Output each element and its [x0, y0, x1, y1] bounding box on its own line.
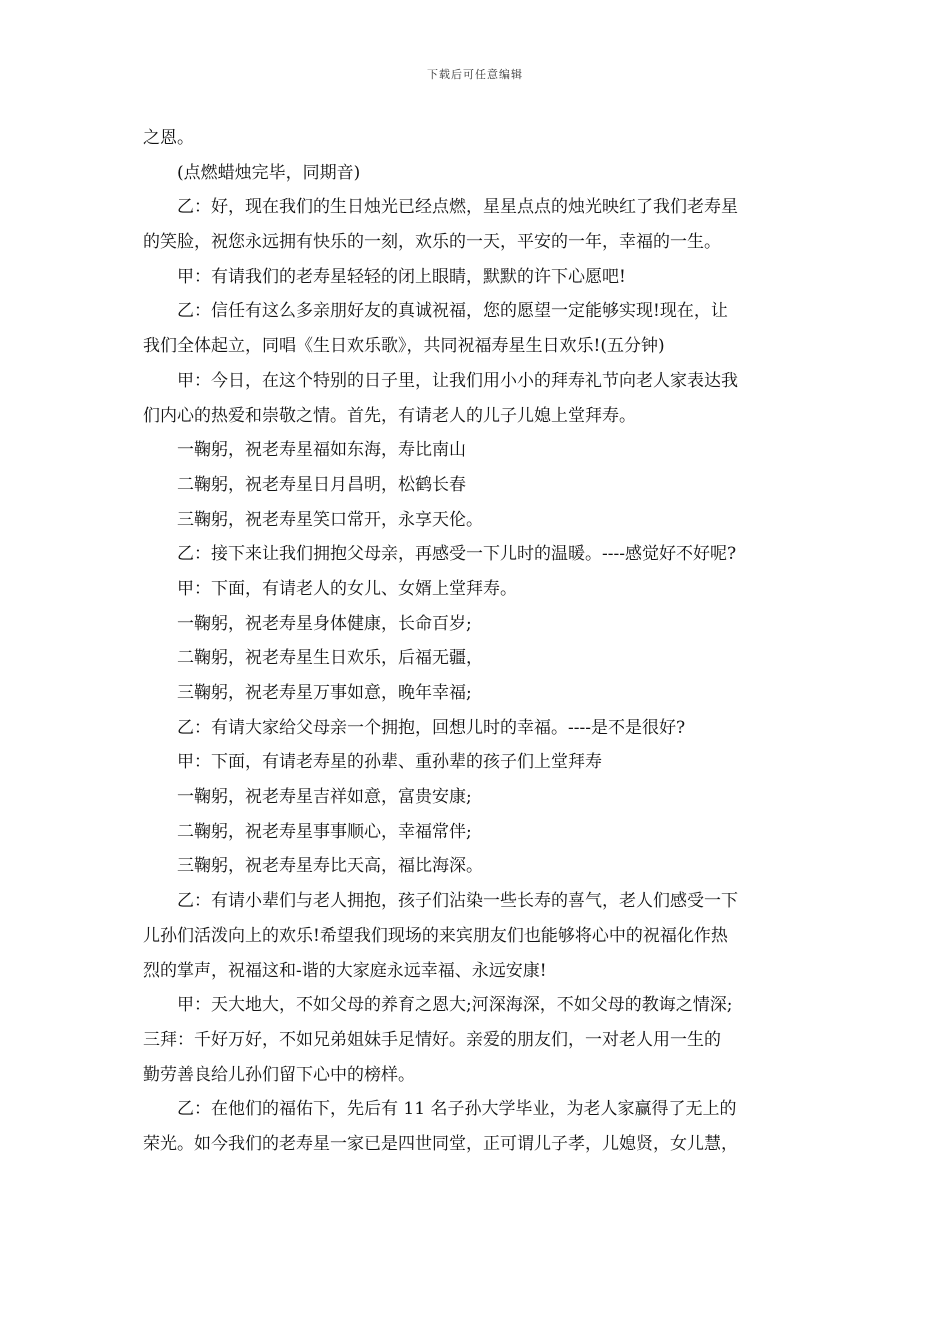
text-line: 三拜：千好万好，不如兄弟姐妹手足情好。亲爱的朋友们，一对老人用一生的 — [143, 1029, 721, 1050]
page-header: 下载后可任意编辑 — [427, 68, 523, 81]
text-line: 甲：今日，在这个特别的日子里，让我们用小小的拜寿礼节向老人家表达我 — [177, 370, 738, 391]
text-line: 乙：有请小辈们与老人拥抱，孩子们沾染一些长寿的喜气，老人们感受一下 — [177, 891, 738, 912]
text-line: 勤劳善良给儿孙们留下心中的榜样。 — [143, 1064, 415, 1085]
text-line: 们内心的热爱和崇敬之情。首先，有请老人的儿子儿媳上堂拜寿。 — [143, 405, 636, 426]
text-line: 甲：有请我们的老寿星轻轻的闭上眼睛，默默的许下心愿吧! — [177, 266, 626, 287]
text-line: 我们全体起立，同唱《生日欢乐歌》，共同祝福寿星生日欢乐!(五分钟) — [143, 336, 665, 357]
text-line: 二鞠躬，祝老寿星日月昌明，松鹤长春 — [177, 474, 466, 495]
text-line: 之恩。 — [143, 128, 194, 148]
text-line: 儿孙们活泼向上的欢乐!希望我们现场的来宾朋友们也能够将心中的祝福化作热 — [143, 925, 728, 946]
text-line: 三鞠躬，祝老寿星寿比天高，福比海深。 — [177, 856, 483, 877]
text-line: 三鞠躬，祝老寿星万事如意，晚年幸福; — [177, 683, 472, 703]
text-line: 乙：好，现在我们的生日烛光已经点燃，星星点点的烛光映红了我们老寿星 — [177, 197, 738, 218]
text-line: 乙：有请大家给父母亲一个拥抱，回想儿时的幸福。----是不是很好? — [177, 717, 686, 738]
text-line: 三鞠躬，祝老寿星笑口常开，永享天伦。 — [177, 509, 483, 530]
text-line: 甲：下面，有请老寿星的孙辈、重孙辈的孩子们上堂拜寿 — [177, 752, 602, 773]
text-line: 烈的掌声，祝福这和-谐的大家庭永远幸福、永远安康! — [143, 960, 547, 981]
text-line: 的笑脸，祝您永远拥有快乐的一刻，欢乐的一天，平安的一年，幸福的一生。 — [143, 232, 721, 253]
text-line: 乙：接下来让我们拥抱父母亲，再感受一下儿时的温暖。----感觉好不好呢? — [177, 544, 737, 565]
document-body — [143, 121, 813, 1162]
text-line: 乙：在他们的福佑下，先后有 11 名子孙大学毕业，为老人家赢得了无上的 — [177, 1099, 737, 1120]
text-line: 一鞠躬，祝老寿星福如东海，寿比南山 — [177, 440, 466, 461]
text-line: 二鞠躬，祝老寿星事事顺心，幸福常伴; — [177, 821, 472, 842]
text-line: 一鞠躬，祝老寿星吉祥如意，富贵安康; — [177, 787, 472, 808]
text-line: 甲：下面，有请老人的女儿、女婿上堂拜寿。 — [177, 578, 517, 599]
text-line: 甲：天大地大，不如父母的养育之恩大;河深海深，不如父母的教诲之情深; — [177, 995, 733, 1016]
text-line: (点燃蜡烛完毕，同期音) — [177, 162, 361, 183]
text-line: 二鞠躬，祝老寿星生日欢乐，后福无疆， — [177, 648, 483, 669]
text-line: 一鞠躬，祝老寿星身体健康，长命百岁; — [177, 613, 472, 634]
text-line: 乙：信任有这么多亲朋好友的真诚祝福，您的愿望一定能够实现!现在，让 — [177, 301, 728, 322]
text-line: 荣光。如今我们的老寿星一家已是四世同堂，正可谓儿子孝，儿媳贤，女儿慧， — [143, 1133, 738, 1154]
